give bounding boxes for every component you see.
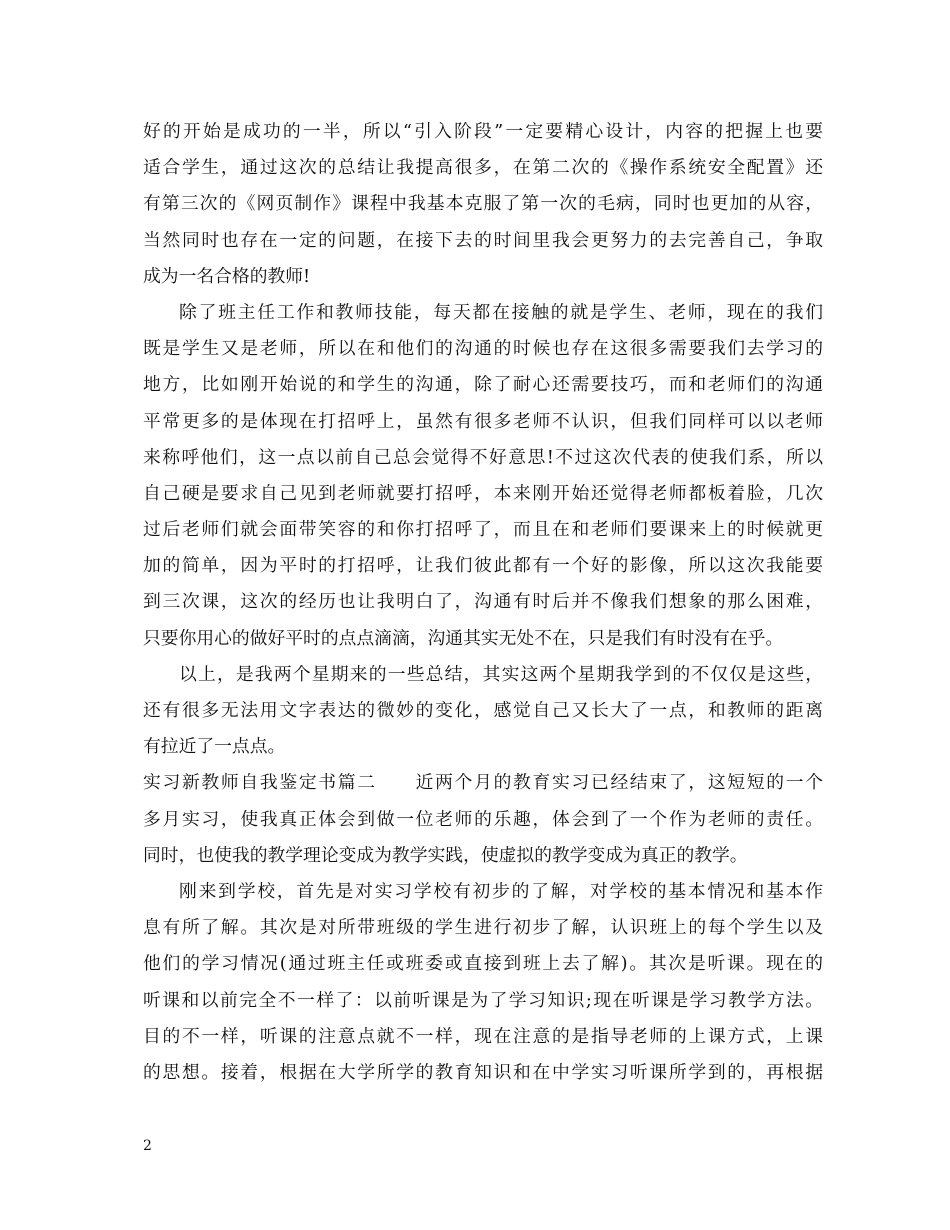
text-line: 加的简单，因为平时的打招呼，让我们彼此都有一个好的影像，所以这次我能要 <box>143 555 823 577</box>
text-line: 既是学生又是老师，所以在和他们的沟通的时候也存在这很多需要我们去学习的 <box>143 338 823 360</box>
text-line: 目的不一样，听课的注意点就不一样，现在注意的是指导老师的上课方式，上课 <box>143 1025 823 1047</box>
text-line: 地方，比如刚开始说的和学生的沟通，除了耐心还需要技巧，而和老师们的沟通 <box>143 374 823 396</box>
section-heading-line: 实习新教师自我鉴定书篇二 近两个月的教育实习已经结束了，这短短的一个 <box>143 772 823 794</box>
text-line: 有第三次的《网页制作》课程中我基本克服了第一次的毛病，同时也更加的从容， <box>143 193 823 215</box>
text-line: 多月实习，使我真正体会到做一位老师的乐趣，体会到了一个作为老师的责任。 <box>143 808 823 830</box>
page-number: 2 <box>143 1138 152 1154</box>
text-line: 自己硬是要求自己见到老师就要打招呼，本来刚开始还觉得老师都板着脸，几次 <box>143 482 823 504</box>
text-line: 听课和以前完全不一样了：以前听课是为了学习知识;现在听课是学习教学方法。 <box>143 989 823 1011</box>
text-line: 当然同时也存在一定的问题，在接下去的时间里我会更努力的去完善自己，争取 <box>143 229 823 251</box>
text-line: 还有很多无法用文字表达的微妙的变化，感觉自己又长大了一点，和教师的距离 <box>143 700 823 721</box>
text-line: 他们的学习情况(通过班主任或班委或直接到班上去了解)。其次是听课。现在的 <box>143 953 823 975</box>
text-line: 有拉近了一点点。 <box>143 736 286 758</box>
text-line: 好的开始是成功的一半，所以“引入阶段”一定要精心设计，内容的把握上也要 <box>143 121 823 142</box>
text-line: 息有所了解。其次是对所带班级的学生进行初步了解，认识班上的每个学生以及 <box>143 917 823 939</box>
text-line: 的思想。接着，根据在大学所学的教育知识和在中学实习听课所学到的，再根据 <box>143 1061 823 1083</box>
text-line: 平常更多的是体现在打招呼上，虽然有很多老师不认识，但我们同样可以以老师 <box>143 410 823 432</box>
paragraph-first-line: 刚来到学校，首先是对实习学校有初步的了解，对学校的基本情况和基本作 <box>179 880 823 902</box>
text-line: 只要你用心的做好平时的点点滴滴，沟通其实无处不在，只是我们有时没有在乎。 <box>143 627 784 649</box>
text-line: 成为一名合格的教师! <box>143 265 311 287</box>
paragraph-first-line: 以上，是我两个星期来的一些总结，其实这两个星期我学到的不仅仅是这些， <box>179 663 823 685</box>
text-line: 适合学生，通过这次的总结让我提高很多，在第二次的《操作系统安全配置》还 <box>143 157 823 179</box>
text-line: 来称呼他们，这一点以前自己总会觉得不好意思!不过这次代表的使我们系，所以 <box>143 446 823 468</box>
text-line: 到三次课，这次的经历也让我明白了，沟通有时后并不像我们想象的那么困难， <box>143 591 823 613</box>
text-line: 同时，也使我的教学理论变成为教学实践，使虚拟的教学变成为真正的教学。 <box>143 844 748 866</box>
paragraph-first-line: 除了班主任工作和教师技能，每天都在接触的就是学生、老师，现在的我们 <box>179 301 823 323</box>
text-line: 过后老师们就会面带笑容的和你打招呼了，而且在和老师们要课来上的时候就更 <box>143 519 823 541</box>
body-text <box>143 114 823 1091</box>
